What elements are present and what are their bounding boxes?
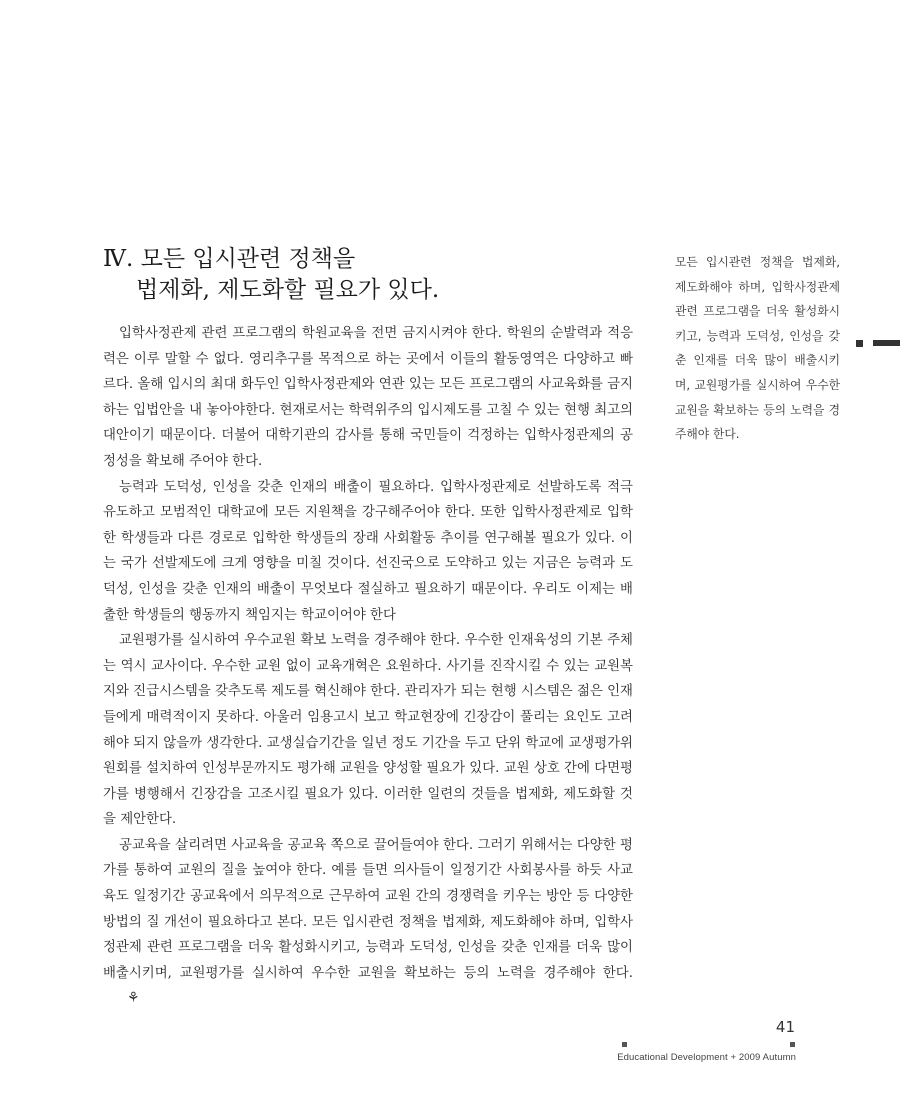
- article-body: [103, 321, 633, 1012]
- paragraph-1: 입학사정관제 관련 프로그램의 학원교육을 전면 금지시켜야 한다. 학원의 순발력과 적응력은 이루 말할 수 없다. 영리추구를 목적으로 하는 곳에서 이들의 활동영역은 다양하고 빠르다. 올해 입시의 최대 화두인 입학사정관제와 연관 있는 모든 프로그램의 사교육화를 금지하는 입법안을 내 놓아야한다. 현재로서는 학력위주의 입시제도를 고칠 수 있는 현행 최고의 대안이기 때문이다. 더불어 대학기관의 감사를 통해 국민들이 걱정하는 입학사정관제의 공정성을 확보해 주어야 한다.: [103, 326, 633, 469]
- footer-right-marker: [790, 1042, 795, 1047]
- sidebar-bar-marker: [873, 340, 900, 346]
- footer-publication-info: Educational Development + 2009 Autumn: [617, 1052, 796, 1063]
- paragraph-4-text: 공교육을 살리려면 사교육을 공교육 쪽으로 끌어들여야 한다. 그러기 위해서는 다양한 평가를 통하여 교원의 질을 높여야 한다. 예를 들면 의사들이 일정기간 사회봉사를 하듯 사교육도 일정기간 공교육에서 의무적으로 근무하여 교원 간의 경쟁력을 키우는 방안 등 다양한 방법의 질 개선이 필요하다고 본다. 모든 입시관련 정책을 법제화, 제도화해야 하며, 입학사정관제 관련 프로그램을 더욱 활성화시키고, 능력과 도덕성, 인성을 갖춘 인재를 더욱 많이 배출시키며, 교원평가를 실시하여 우수한 교원을 확보하는 등의 노력을 경주해야 한다.: [103, 837, 633, 981]
- paragraph-2: 능력과 도덕성, 인성을 갖춘 인재의 배출이 필요하다. 입학사정관제로 선발하도록 적극 유도하고 모범적인 대학교에 모든 지원책을 강구해주어야 한다. 또한 입학사정관제로 입학한 학생들과 다른 경로로 입학한 학생들의 장래 사회활동 추이를 연구해볼 필요가 있다. 이는 국가 선발제도에 크게 영향을 미칠 것이다. 선진국으로 도약하고 있는 지금은 능력과 도덕성, 인성을 갖춘 인재의 배출이 무엇보다 절실하고 필요하기 때문이다. 우리도 이제는 배출한 학생들의 행동까지 책임지는 학교이어야 한다: [103, 479, 633, 623]
- end-of-article-icon: ⚘: [127, 990, 140, 1007]
- footer-left-marker: [622, 1042, 627, 1047]
- paragraph-3: 교원평가를 실시하여 우수교원 확보 노력을 경주해야 한다. 우수한 인재육성의 기본 주체는 역시 교사이다. 우수한 교원 없이 교육개혁은 요원하다. 사기를 진작시킬 수 있는 교원복지와 진급시스템을 갖추도록 제도를 혁신해야 한다. 관리자가 되는 현행 시스템은 젊은 인재들에게 매력적이지 못하다. 아울러 임용고시 보고 학교현장에 긴장감이 풀리는 요인도 고려해야 되지 않을까 생각한다. 교생실습기간을 일년 정도 기간을 두고 단위 학교에 교생평가위원회를 설치하여 인성부문까지도 평가해 교원을 양성할 필요가 있다. 교원 상호 간에 다면평가를 병행해서 긴장감을 고조시킬 필요가 있다. 이러한 일련의 것들을 법제화, 제도화할 것을 제안한다.: [103, 633, 633, 828]
- section-heading-line1: Ⅳ. 모든 입시관련 정책을: [103, 246, 356, 272]
- sidebar-square-marker: [856, 340, 863, 347]
- section-heading-line2: 법제화, 제도화할 필요가 있다.: [136, 277, 440, 303]
- page-number: 41: [775, 1018, 795, 1036]
- paragraph-4: [103, 833, 633, 1012]
- section-heading: [103, 244, 623, 306]
- sidebar-summary: 모든 입시관련 정책을 법제화, 제도화해야 하며, 입학사정관제 관련 프로그램을 더욱 활성화시키고, 능력과 도덕성, 인성을 갖춘 인재를 더욱 많이 배출시키며, 교원평가를 실시하여 우수한 교원을 확보하는 등의 노력을 경주해야 한다.: [675, 255, 840, 442]
